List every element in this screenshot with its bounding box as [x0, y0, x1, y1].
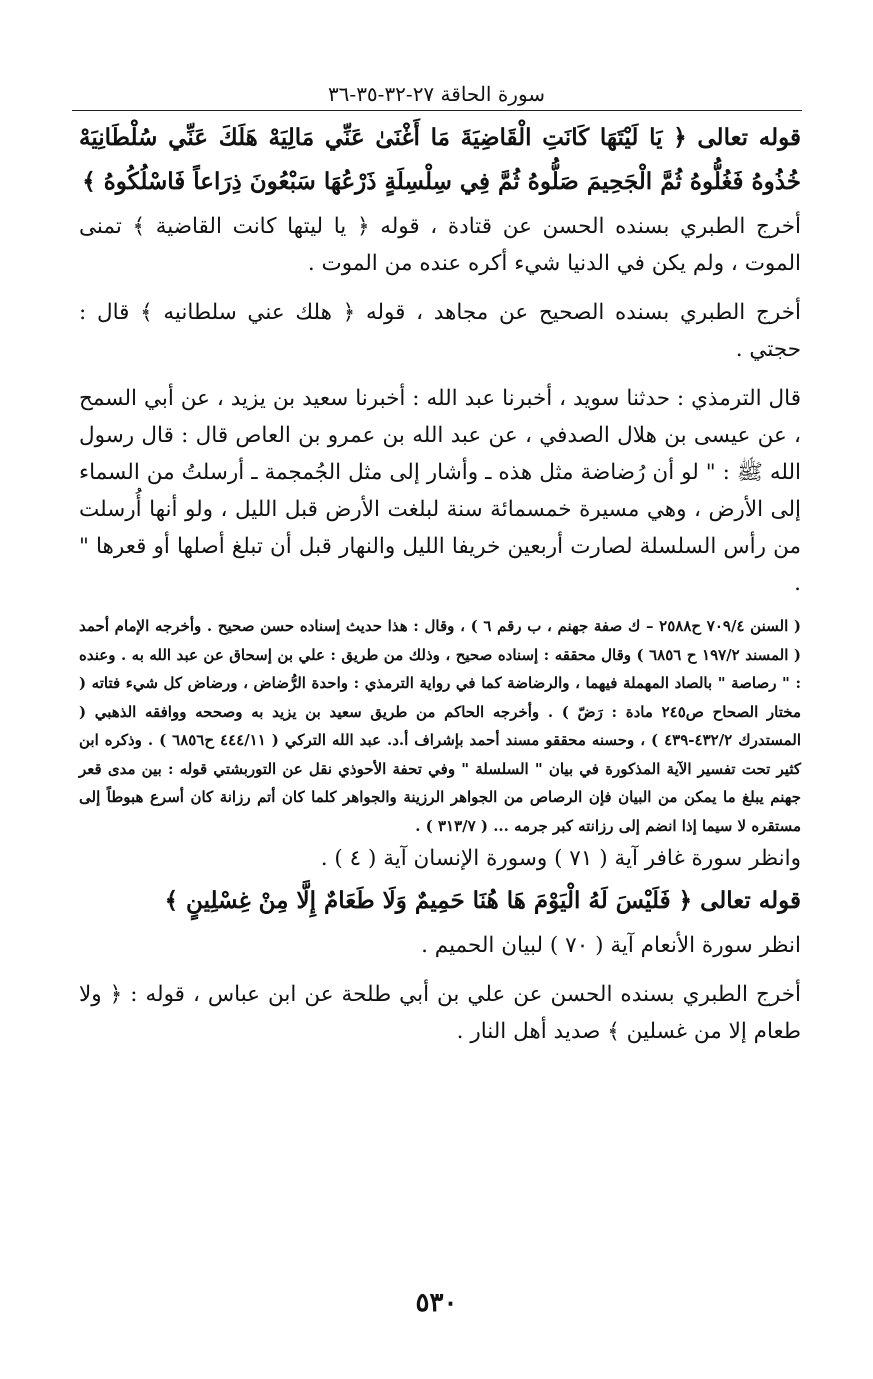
- page-content: [79, 116, 801, 1050]
- footnote-takhrij: ( السنن ٧٠٩/٤ ح٢٥٨٨ – ك صفة جهنم ، ب رقم ٦ ) ، وقال : هذا حديث إسناده حسن صحيح . وأخرجه الإمام أحمد ( المسند ١٩٧/٢ ح ٦٨٥٦ ) وقال محققه : إسناده صحيح ، وذلك من طريق : علي بن إسحاق عن عبد الله به . وعنده : " رصاصة " بالصاد المهملة فيهما ، والرضاضة كما في رواية الترمذي : واحدة الرُّضاض ، ورضاض كل شيء فتاته ( مختار الصحاح ص٢٤٥ مادة : رَضّ ) . وأخرجه الحاكم من طريق سعيد بن يزيد به وصححه ووافقه الذهبي ( المستدرك ٤٣٢/٢-٤٣٩ ) ، وحسنه محققو مسند أحمد بإشراف أ.د. عبد الله التركي ( ٤٤٤/١١ ح٦٨٥٦ ) . وذكره ابن كثير تحت تفسير الآية المذكورة في بيان " السلسلة " وفي تحفة الأحوذي نقل عن التوربشتي قوله : بين مدى قعر جهنم يبلغ ما يمكن من البيان فإن الرصاص من الجواهر الرزينة والجواهر كلما كان أتم رزانة كان أسرع هبوطاً إلى مستقره لا سيما إذا انضم إلى رزانته كبر جرمه ... ( ٣١٣/٧ ) .: [79, 617, 802, 835]
- paragraph-tirmidhi-hadith: قال الترمذي : حدثنا سويد ، أخبرنا عبد الله : أخبرنا سعيد بن يزيد ، عن أبي السمح ، عن عيسى بن هلال الصدفي ، عن عبد الله بن عمرو بن العاص قال : قال رسول الله ﷺ : " لو أن رُضاضة مثل هذه ـ وأشار إلى مثل الجُمجمة ـ أرسلتُ من السماء إلى الأرض ، وهي مسيرة خمسمائة سنة لبلغت الأرض قبل الليل ، ولو أنها أُرسلت من رأس السلسلة لصارت أربعين خريفا الليل والنهار قبل أن تبلغ أصلها أو قعرها " .: [79, 386, 801, 596]
- paragraph-ibn-abbas: أخرج الطبري بسنده الحسن عن علي بن أبي طلحة عن ابن عباس ، قوله : ﴿ ولا طعام إلا من غسلين ﴾ صديد أهل النار .: [79, 982, 801, 1044]
- header-rule: [72, 110, 802, 111]
- verse-heading-1: قوله تعالى ﴿ يَا لَيْتَهَا كَانَتِ الْقَاضِيَةَ مَا أَغْنَىٰ عَنِّي مَالِيَهْ هَلَكَ عَنِّي سُلْطَانِيَهْ خُذُوهُ فَغُلُّوهُ ثُمَّ الْجَحِيمَ صَلُّوهُ ثُمَّ فِي سِلْسِلَةٍ ذَرْعُهَا سَبْعُونَ ذِرَاعاً فَاسْلُكُوهُ ﴾: [79, 124, 801, 195]
- paragraph-qatada: أخرج الطبري بسنده الحسن عن قتادة ، قوله ﴿ يا ليتها كانت القاضية ﴾ تمنى الموت ، ولم يكن في الدنيا شيء أكره عنده من الموت .: [79, 214, 801, 276]
- paragraph-hamim-reference: انظر سورة الأنعام آية ( ٧٠ ) لبيان الحميم .: [421, 933, 801, 958]
- page-number: ٥٣٠: [415, 1288, 458, 1318]
- verse-heading-2: قوله تعالى ﴿ فَلَيْسَ لَهُ الْيَوْمَ هَا هُنَا حَمِيمٌ وَلَا طَعَامٌ إِلَّا مِنْ غِسْلِينٍ ﴾: [164, 887, 801, 914]
- paragraph-cross-reference: وانظر سورة غافر آية ( ٧١ ) وسورة الإنسان آية ( ٤ ) .: [320, 846, 801, 871]
- running-head: سورة الحاقة ٢٧-٣٢-٣٥-٣٦: [327, 82, 546, 106]
- paragraph-mujahid: أخرج الطبري بسنده الصحيح عن مجاهد ، قوله ﴿ هلك عني سلطانيه ﴾ قال : حجتي .: [79, 300, 801, 362]
